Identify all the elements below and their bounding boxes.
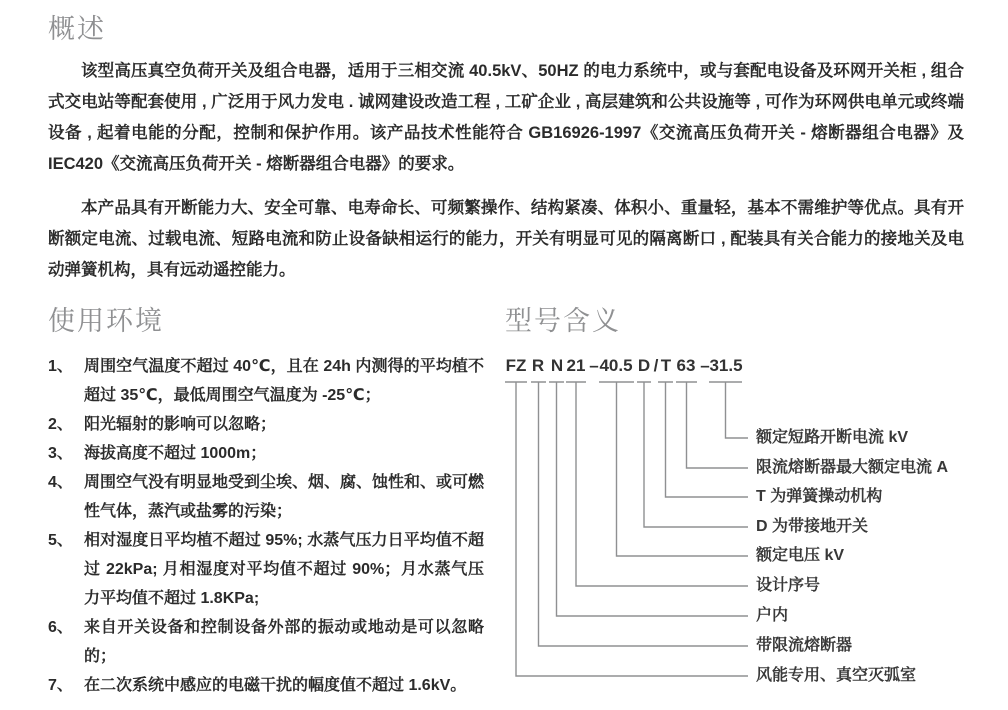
env-item-4	[48, 468, 484, 526]
model-code-d: D	[637, 356, 651, 375]
model-code-405: 40.5	[599, 356, 633, 375]
model-label-short-circuit-current: 额定短路开断电流 kV	[756, 429, 909, 446]
environment-section-title: 使用环境	[48, 306, 164, 336]
model-label-wind-vacuum: 风能专用、真空灭弧室	[756, 667, 917, 684]
overview-section-title: 概述	[48, 14, 106, 44]
model-code-63: 63	[676, 356, 696, 375]
env-item-text: 周围空气没有明显地受到尘埃、烟、腐、蚀性和、或可燃性气体，蒸汽或盐雾的污染；	[84, 474, 485, 520]
model-label-indoor: 户内	[756, 607, 789, 624]
model-code-dash2: –	[700, 356, 710, 375]
model-label-earthing-switch: D 为带接地开关	[756, 518, 869, 535]
env-item-7	[48, 671, 484, 700]
env-item-text: 周围空气温度不超过 40℃，且在 24h 内测得的平均植不超过 35℃，最低周围空气温度为 -25℃；	[84, 358, 484, 404]
env-item-text: 在二次系统中感应的电磁干扰的幅度值不超过 1.6kV。	[84, 677, 467, 694]
env-item-number: 7、	[48, 677, 73, 694]
overview-body	[48, 56, 964, 286]
env-item-number: 6、	[48, 619, 73, 636]
model-code-315: 31.5	[709, 356, 743, 375]
env-item-text: 相对湿度日平均植不超过 95%; 水蒸气压力日平均值不超过 22kPa; 月相湿度对平均值不超过 90%；月水蒸气压力平均值不超过 1.8KPa;	[84, 532, 484, 607]
overview-paragraph-2: 本产品具有开断能力大、安全可靠、电寿命长、可频繁操作、结构紧凑、体积小、重量轻，基本不需维护等优点。具有开断额定电流、过载电流、短路电流和防止设备缺相运行的能力，开关有明显可见的隔离断口 , 配装具有关合能力的接地关及电动弹簧机构，具有远动遥控能力。	[48, 199, 964, 279]
overview-paragraph-1: 该型高压真空负荷开关及组合电器，适用于三相交流 40.5kV、50HZ 的电力系统中，或与套配电设备及环网开关柜 , 组合式交电站等配套使用 , 广泛用于风力发电 . 诚网建设改造工程 , 工矿企业 , 高层建筑和公共设施等 , 可作为环网供电单元或终端设备 , 起着电能的分配，控制和保护作用。该产品技术性能符合 GB16926-1997《交流高压负荷开关 - 熔断器组合电器》及 IEC420《交流高压负荷开关 - 熔断器组合电器》的要求。	[48, 62, 964, 173]
environment-list	[48, 352, 484, 700]
env-item-number: 3、	[48, 445, 73, 462]
env-item-3	[48, 439, 484, 468]
model-label-with-fuse: 带限流熔断器	[756, 637, 853, 654]
model-label-rated-voltage: 额定电压 kV	[756, 547, 845, 564]
env-item-text: 来自开关设备和控制设备外部的振动或地动是可以忽略的；	[84, 619, 484, 665]
env-item-text: 海拔高度不超过 1000m；	[84, 445, 267, 462]
model-code-r: R	[531, 356, 545, 375]
model-section-title: 型号含义	[505, 306, 621, 336]
model-code-t: T	[660, 356, 672, 375]
model-label-design-serial: 设计序号	[756, 577, 821, 594]
env-item-1	[48, 352, 484, 410]
env-item-text: 阳光辐射的影响可以忽略；	[84, 416, 277, 433]
model-code-dash1: –	[589, 356, 599, 375]
model-code-slash: /	[653, 356, 659, 375]
model-code-fz: FZ	[505, 356, 527, 375]
model-label-fuse-max-current: 限流熔断器最大额定电流 A	[756, 459, 949, 476]
env-item-number: 5、	[48, 532, 73, 549]
model-code-21: 21	[566, 356, 586, 375]
env-item-number: 1、	[48, 358, 73, 375]
env-item-number: 2、	[48, 416, 73, 433]
model-label-spring-mechanism: T 为弹簧操动机构	[756, 488, 883, 505]
model-code-n: N	[550, 356, 564, 375]
env-item-6	[48, 613, 484, 671]
env-item-2	[48, 410, 484, 439]
env-item-number: 4、	[48, 474, 73, 491]
env-item-5	[48, 526, 484, 613]
